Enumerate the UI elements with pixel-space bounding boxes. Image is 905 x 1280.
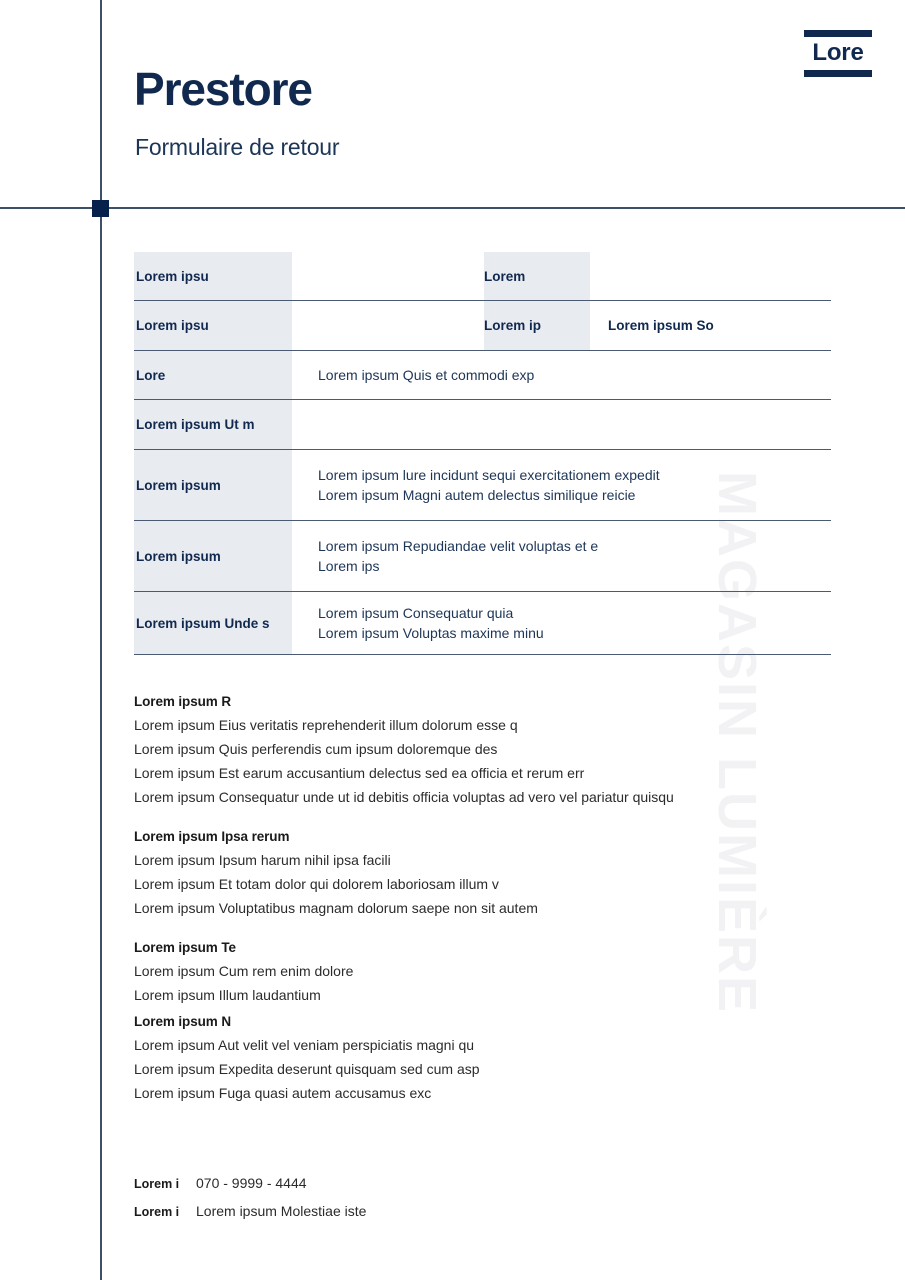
logo-bar-top xyxy=(804,30,872,37)
table-row-value xyxy=(292,351,831,399)
section-line: Lorem ipsum Cum rem enim dolore xyxy=(134,963,354,979)
table-value-line: Lorem ips xyxy=(318,558,380,574)
section-heading: Lorem ipsum Te xyxy=(134,940,236,955)
table-row-label: Lore xyxy=(134,351,292,399)
section-heading: Lorem ipsum Ipsa rerum xyxy=(134,829,290,844)
contact-label: Lorem i xyxy=(134,1205,180,1219)
contact-label: Lorem i xyxy=(134,1177,180,1191)
table-row-value xyxy=(292,450,831,520)
contact-row xyxy=(134,1203,366,1219)
table-value-line: Lorem ipsum Repudiandae velit voluptas et e xyxy=(318,538,599,554)
page-subtitle: Formulaire de retour xyxy=(135,134,340,160)
section-line: Lorem ipsum Voluptatibus magnam dolorum saepe non sit autem xyxy=(134,900,538,916)
table-row-spacer xyxy=(292,252,484,300)
table-value-line: Lorem ipsum lure incidunt sequi exercitationem expedit xyxy=(318,467,660,483)
section-line: Lorem ipsum Consequatur unde ut id debitis officia voluptas ad vero vel pariatur quisqu xyxy=(134,789,674,805)
content-section xyxy=(134,1014,774,1100)
document-header xyxy=(134,63,340,161)
table-row xyxy=(134,301,831,351)
contact-value: 070 - 9999 - 4444 xyxy=(196,1175,307,1191)
table-row-label: Lorem ipsu xyxy=(134,301,292,350)
table-value-line: Lorem ipsum Quis et commodi exp xyxy=(318,367,535,383)
table-row-value xyxy=(590,252,831,300)
section-heading: Lorem ipsum N xyxy=(134,1014,231,1029)
brand-logo xyxy=(804,30,872,77)
table-row xyxy=(134,450,831,521)
section-line: Lorem ipsum Fuga quasi autem accusamus exc xyxy=(134,1085,432,1101)
section-line: Lorem ipsum Ipsum harum nihil ipsa facili xyxy=(134,852,391,868)
table-value-line: Lorem ipsum Magni autem delectus similique reicie xyxy=(318,487,636,503)
guide-intersection-marker xyxy=(92,200,109,217)
page-title: Prestore xyxy=(134,63,312,115)
section-line: Lorem ipsum Est earum accusantium delectus sed ea officia et rerum err xyxy=(134,765,585,781)
logo-wordmark: Lore xyxy=(812,39,864,66)
table-row xyxy=(134,252,831,301)
section-line: Lorem ipsum Illum laudantium xyxy=(134,987,321,1003)
table-row-sublabel: Lorem xyxy=(484,252,590,300)
form-table xyxy=(134,252,831,655)
section-line: Lorem ipsum Eius veritatis reprehenderit illum dolorum esse q xyxy=(134,717,518,733)
table-row-value xyxy=(292,521,831,591)
content-section xyxy=(134,694,774,804)
table-row xyxy=(134,521,831,592)
watermark-text: MAGASIN LUMIÈRE xyxy=(707,471,767,1014)
section-line: Lorem ipsum Expedita deserunt quisquam sed cum asp xyxy=(134,1061,480,1077)
table-value-line: Lorem ipsum Voluptas maxime minu xyxy=(318,625,544,641)
horizontal-guide-line xyxy=(0,207,905,209)
table-row xyxy=(134,592,831,655)
contact-value: Lorem ipsum Molestiae iste xyxy=(196,1203,367,1219)
table-row xyxy=(134,400,831,450)
table-row-value xyxy=(292,400,831,449)
section-line: Lorem ipsum Aut velit vel veniam perspiciatis magni qu xyxy=(134,1037,475,1053)
table-row-spacer xyxy=(292,301,484,350)
table-value-line: Lorem ipsum Consequatur quia xyxy=(318,605,514,621)
section-line: Lorem ipsum Et totam dolor qui dolorem laboriosam illum v xyxy=(134,876,499,892)
logo-bar-bottom xyxy=(804,70,872,77)
section-line: Lorem ipsum Quis perferendis cum ipsum doloremque des xyxy=(134,741,498,757)
table-row-value: Lorem ipsum So xyxy=(608,318,714,333)
body-sections xyxy=(134,694,774,1100)
content-section xyxy=(134,829,774,915)
content-section xyxy=(134,940,774,1002)
table-row-label: Lorem ipsum xyxy=(134,521,292,591)
table-row xyxy=(134,351,831,400)
table-row-label: Lorem ipsum Unde s xyxy=(134,592,292,654)
vertical-guide-line xyxy=(100,0,102,1280)
contact-list xyxy=(134,1175,366,1219)
table-row-label: Lorem ipsum Ut m xyxy=(134,400,292,449)
table-row-label: Lorem ipsum xyxy=(134,450,292,520)
table-row-sublabel: Lorem ip xyxy=(484,301,590,350)
contact-row xyxy=(134,1175,366,1191)
table-row-value xyxy=(292,592,831,654)
table-row-label: Lorem ipsu xyxy=(134,252,292,300)
section-heading: Lorem ipsum R xyxy=(134,694,231,709)
